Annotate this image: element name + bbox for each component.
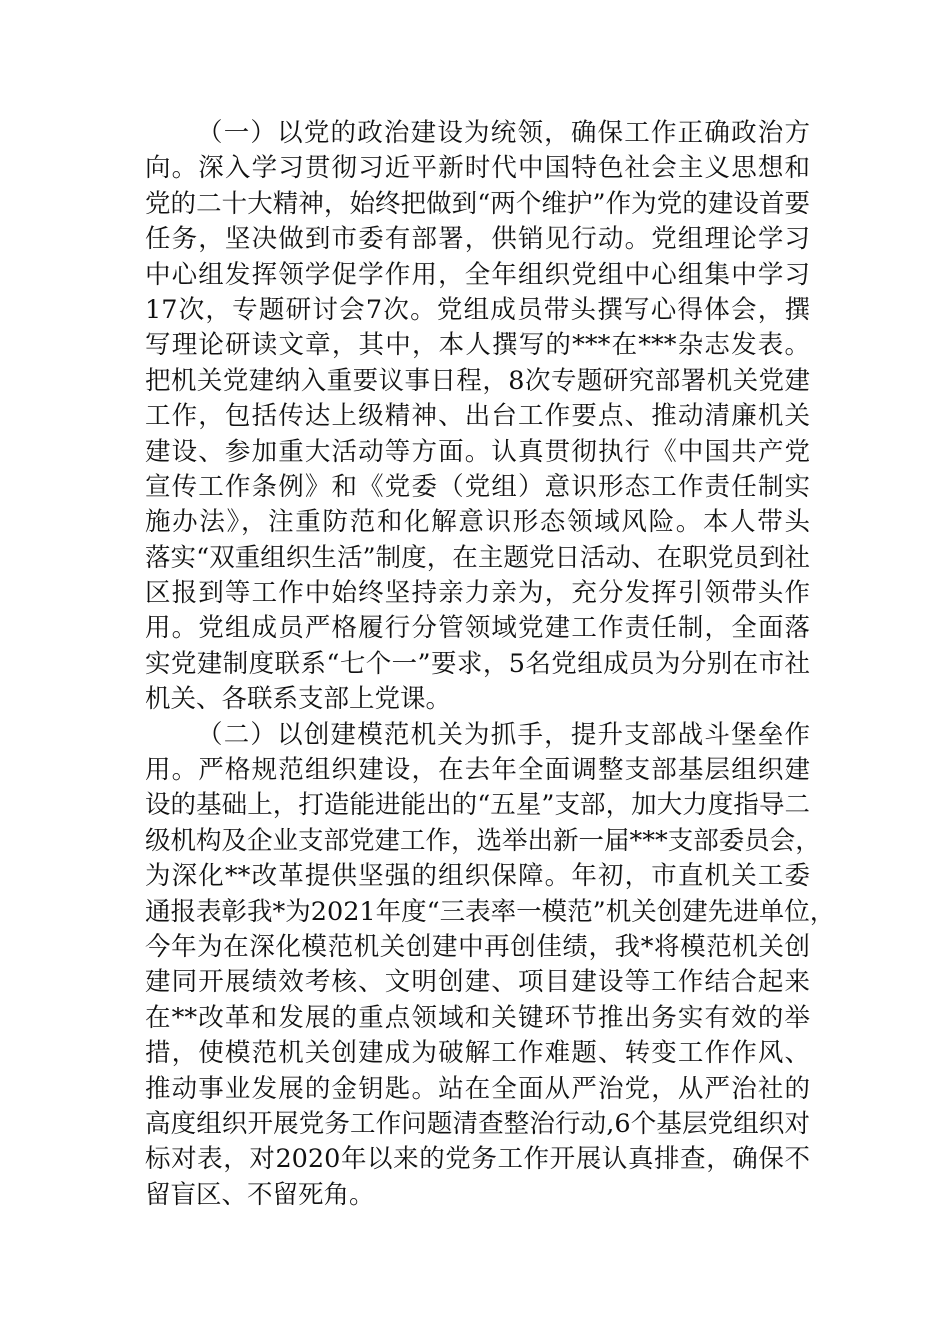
paragraph-line: 标对表，对2020年以来的党务工作开展认真排查，确保不 — [145, 1144, 810, 1175]
paragraph-line: （二）以创建模范机关为抓手，提升支部战斗堡垒作 — [197, 719, 810, 750]
paragraph-2 — [145, 718, 836, 1213]
paragraph-line: 高度组织开展党务工作问题清查整治行动,6个基层党组织对 — [145, 1108, 810, 1139]
paragraph-line: 级机构及企业支部党建工作，选举出新一届***支部委员会， — [145, 825, 821, 856]
paragraph-line: 任务，坚决做到市委有部署，供销见行动。党组理论学习 — [145, 224, 810, 255]
paragraph-line: 党的二十大精神，始终把做到“两个维护”作为党的建设首要 — [145, 188, 810, 219]
paragraph-line: 区报到等工作中始终坚持亲力亲为，充分发挥引领带头作 — [145, 578, 810, 609]
paragraph-line: 在**改革和发展的重点领域和关键环节推出务实有效的举 — [145, 1002, 810, 1033]
paragraph-line: 宣传工作条例》和《党委（党组）意识形态工作责任制实 — [145, 471, 810, 502]
paragraph-line: 设的基础上，打造能进能出的“五星”支部，加大力度指导二 — [145, 790, 810, 821]
paragraph-line: （一）以党的政治建设为统领，确保工作正确政治方 — [197, 118, 810, 148]
paragraph-line: 工作，包括传达上级精神、出台工作要点、推动清廉机关 — [145, 401, 810, 432]
paragraph-line: 写理论研读文章，其中，本人撰写的***在***杂志发表。 — [145, 330, 810, 361]
paragraph-line: 建同开展绩效考核、文明创建、项目建设等工作结合起来 — [145, 967, 810, 998]
paragraph-1 — [145, 116, 810, 718]
paragraph-line: 向。深入学习贯彻习近平新时代中国特色社会主义思想和 — [145, 153, 810, 184]
paragraph-line: 实党建制度联系“七个一”要求，5名党组成员为分别在市社 — [145, 648, 810, 679]
paragraph-line: 落实“双重组织生活”制度，在主题党日活动、在职党员到社 — [145, 542, 810, 573]
paragraph-line: 用。严格规范组织建设，在去年全面调整支部基层组织建 — [145, 755, 810, 786]
paragraph-line: 推动事业发展的金钥匙。站在全面从严治党，从严治社的 — [145, 1073, 810, 1104]
paragraph-line: 留盲区、不留死角。 — [145, 1179, 375, 1210]
paragraph-line: 中心组发挥领学促学作用，全年组织党组中心组集中学习 — [145, 259, 810, 290]
paragraph-line: 今年为在深化模范机关创建中再创佳绩，我*将模范机关创 — [145, 931, 810, 962]
paragraph-line: 用。党组成员严格履行分管领域党建工作责任制，全面落 — [145, 613, 810, 644]
paragraph-line: 施办法》，注重防范和化解意识形态领域风险。本人带头 — [145, 507, 810, 538]
paragraph-line: 把机关党建纳入重要议事日程，8次专题研究部署机关党建 — [145, 365, 810, 396]
document-body — [145, 116, 836, 1213]
paragraph-line: 17次，专题研讨会7次。党组成员带头撰写心得体会，撰 — [145, 294, 810, 325]
paragraph-line: 措，使模范机关创建成为破解工作难题、转变工作作风、 — [145, 1038, 810, 1069]
paragraph-line: 通报表彰我*为2021年度“三表率一模范”机关创建先进单位， — [145, 896, 836, 927]
paragraph-line: 为深化**改革提供坚强的组织保障。年初，市直机关工委 — [145, 861, 810, 892]
paragraph-line: 机关、各联系支部上党课。 — [145, 684, 452, 715]
paragraph-line: 建设、参加重大活动等方面。认真贯彻执行《中国共产党 — [145, 436, 810, 467]
